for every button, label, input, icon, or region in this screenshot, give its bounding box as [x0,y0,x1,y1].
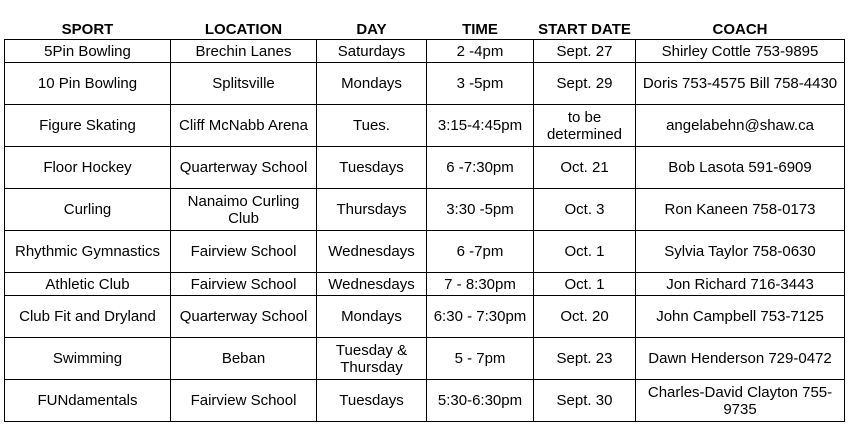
cell-coach: Dawn Henderson 729-0472 [636,338,845,380]
cell-sport: Swimming [5,338,171,380]
schedule-document [4,0,844,422]
header-coach: COACH [636,0,845,40]
cell-coach: Doris 753-4575 Bill 758-4430 [636,63,845,105]
table-row [5,273,845,296]
cell-coach: Shirley Cottle 753-9895 [636,40,845,63]
table-row [5,40,845,63]
cell-day: Wednesdays [317,231,427,273]
cell-day: Tuesday & Thursday [317,338,427,380]
cell-day: Saturdays [317,40,427,63]
cell-location: Fairview School [171,273,317,296]
cell-day: Wednesdays [317,273,427,296]
table-row [5,189,845,231]
cell-coach: Charles-David Clayton 755-9735 [636,380,845,422]
cell-time: 2 -4pm [427,40,534,63]
cell-start-date: Sept. 30 [534,380,636,422]
cell-start-date: Sept. 23 [534,338,636,380]
cell-start-date: to be determined [534,105,636,147]
table-row [5,338,845,380]
cell-start-date: Sept. 29 [534,63,636,105]
cell-sport: Rhythmic Gymnastics [5,231,171,273]
cell-start-date: Oct. 1 [534,273,636,296]
cell-sport: Athletic Club [5,273,171,296]
table-row [5,105,845,147]
cell-coach: angelabehn@shaw.ca [636,105,845,147]
cell-sport: Curling [5,189,171,231]
cell-location: Fairview School [171,380,317,422]
table-row [5,231,845,273]
cell-location: Fairview School [171,231,317,273]
cell-start-date: Oct. 3 [534,189,636,231]
sports-schedule-table [4,0,845,422]
cell-coach: Bob Lasota 591-6909 [636,147,845,189]
cell-location: Beban [171,338,317,380]
header-day: DAY [317,0,427,40]
cell-time: 6 -7pm [427,231,534,273]
cell-time: 5:30-6:30pm [427,380,534,422]
cell-location: Splitsville [171,63,317,105]
cell-coach: John Campbell 753-7125 [636,296,845,338]
cell-time: 6 -7:30pm [427,147,534,189]
cell-time: 3:15-4:45pm [427,105,534,147]
cell-coach: Ron Kaneen 758-0173 [636,189,845,231]
header-start-date: START DATE [534,0,636,40]
cell-location: Nanaimo Curling Club [171,189,317,231]
cell-day: Mondays [317,63,427,105]
cell-day: Mondays [317,296,427,338]
header-sport: SPORT [5,0,171,40]
table-row [5,380,845,422]
table-row [5,296,845,338]
cell-time: 6:30 - 7:30pm [427,296,534,338]
cell-coach: Sylvia Taylor 758-0630 [636,231,845,273]
cell-location: Brechin Lanes [171,40,317,63]
cell-sport: FUNdamentals [5,380,171,422]
cell-day: Thursdays [317,189,427,231]
cell-location: Cliff McNabb Arena [171,105,317,147]
cell-start-date: Oct. 1 [534,231,636,273]
header-location: LOCATION [171,0,317,40]
cell-location: Quarterway School [171,296,317,338]
cell-sport: Club Fit and Dryland [5,296,171,338]
table-row [5,63,845,105]
cell-time: 7 - 8:30pm [427,273,534,296]
cell-start-date: Sept. 27 [534,40,636,63]
cell-sport: Floor Hockey [5,147,171,189]
cell-time: 5 - 7pm [427,338,534,380]
cell-time: 3:30 -5pm [427,189,534,231]
cell-location: Quarterway School [171,147,317,189]
cell-coach: Jon Richard 716-3443 [636,273,845,296]
cell-sport: 5Pin Bowling [5,40,171,63]
header-row [5,0,845,40]
cell-sport: Figure Skating [5,105,171,147]
cell-day: Tuesdays [317,380,427,422]
cell-start-date: Oct. 21 [534,147,636,189]
cell-time: 3 -5pm [427,63,534,105]
table-row [5,147,845,189]
cell-day: Tuesdays [317,147,427,189]
cell-day: Tues. [317,105,427,147]
header-time: TIME [427,0,534,40]
cell-sport: 10 Pin Bowling [5,63,171,105]
cell-start-date: Oct. 20 [534,296,636,338]
